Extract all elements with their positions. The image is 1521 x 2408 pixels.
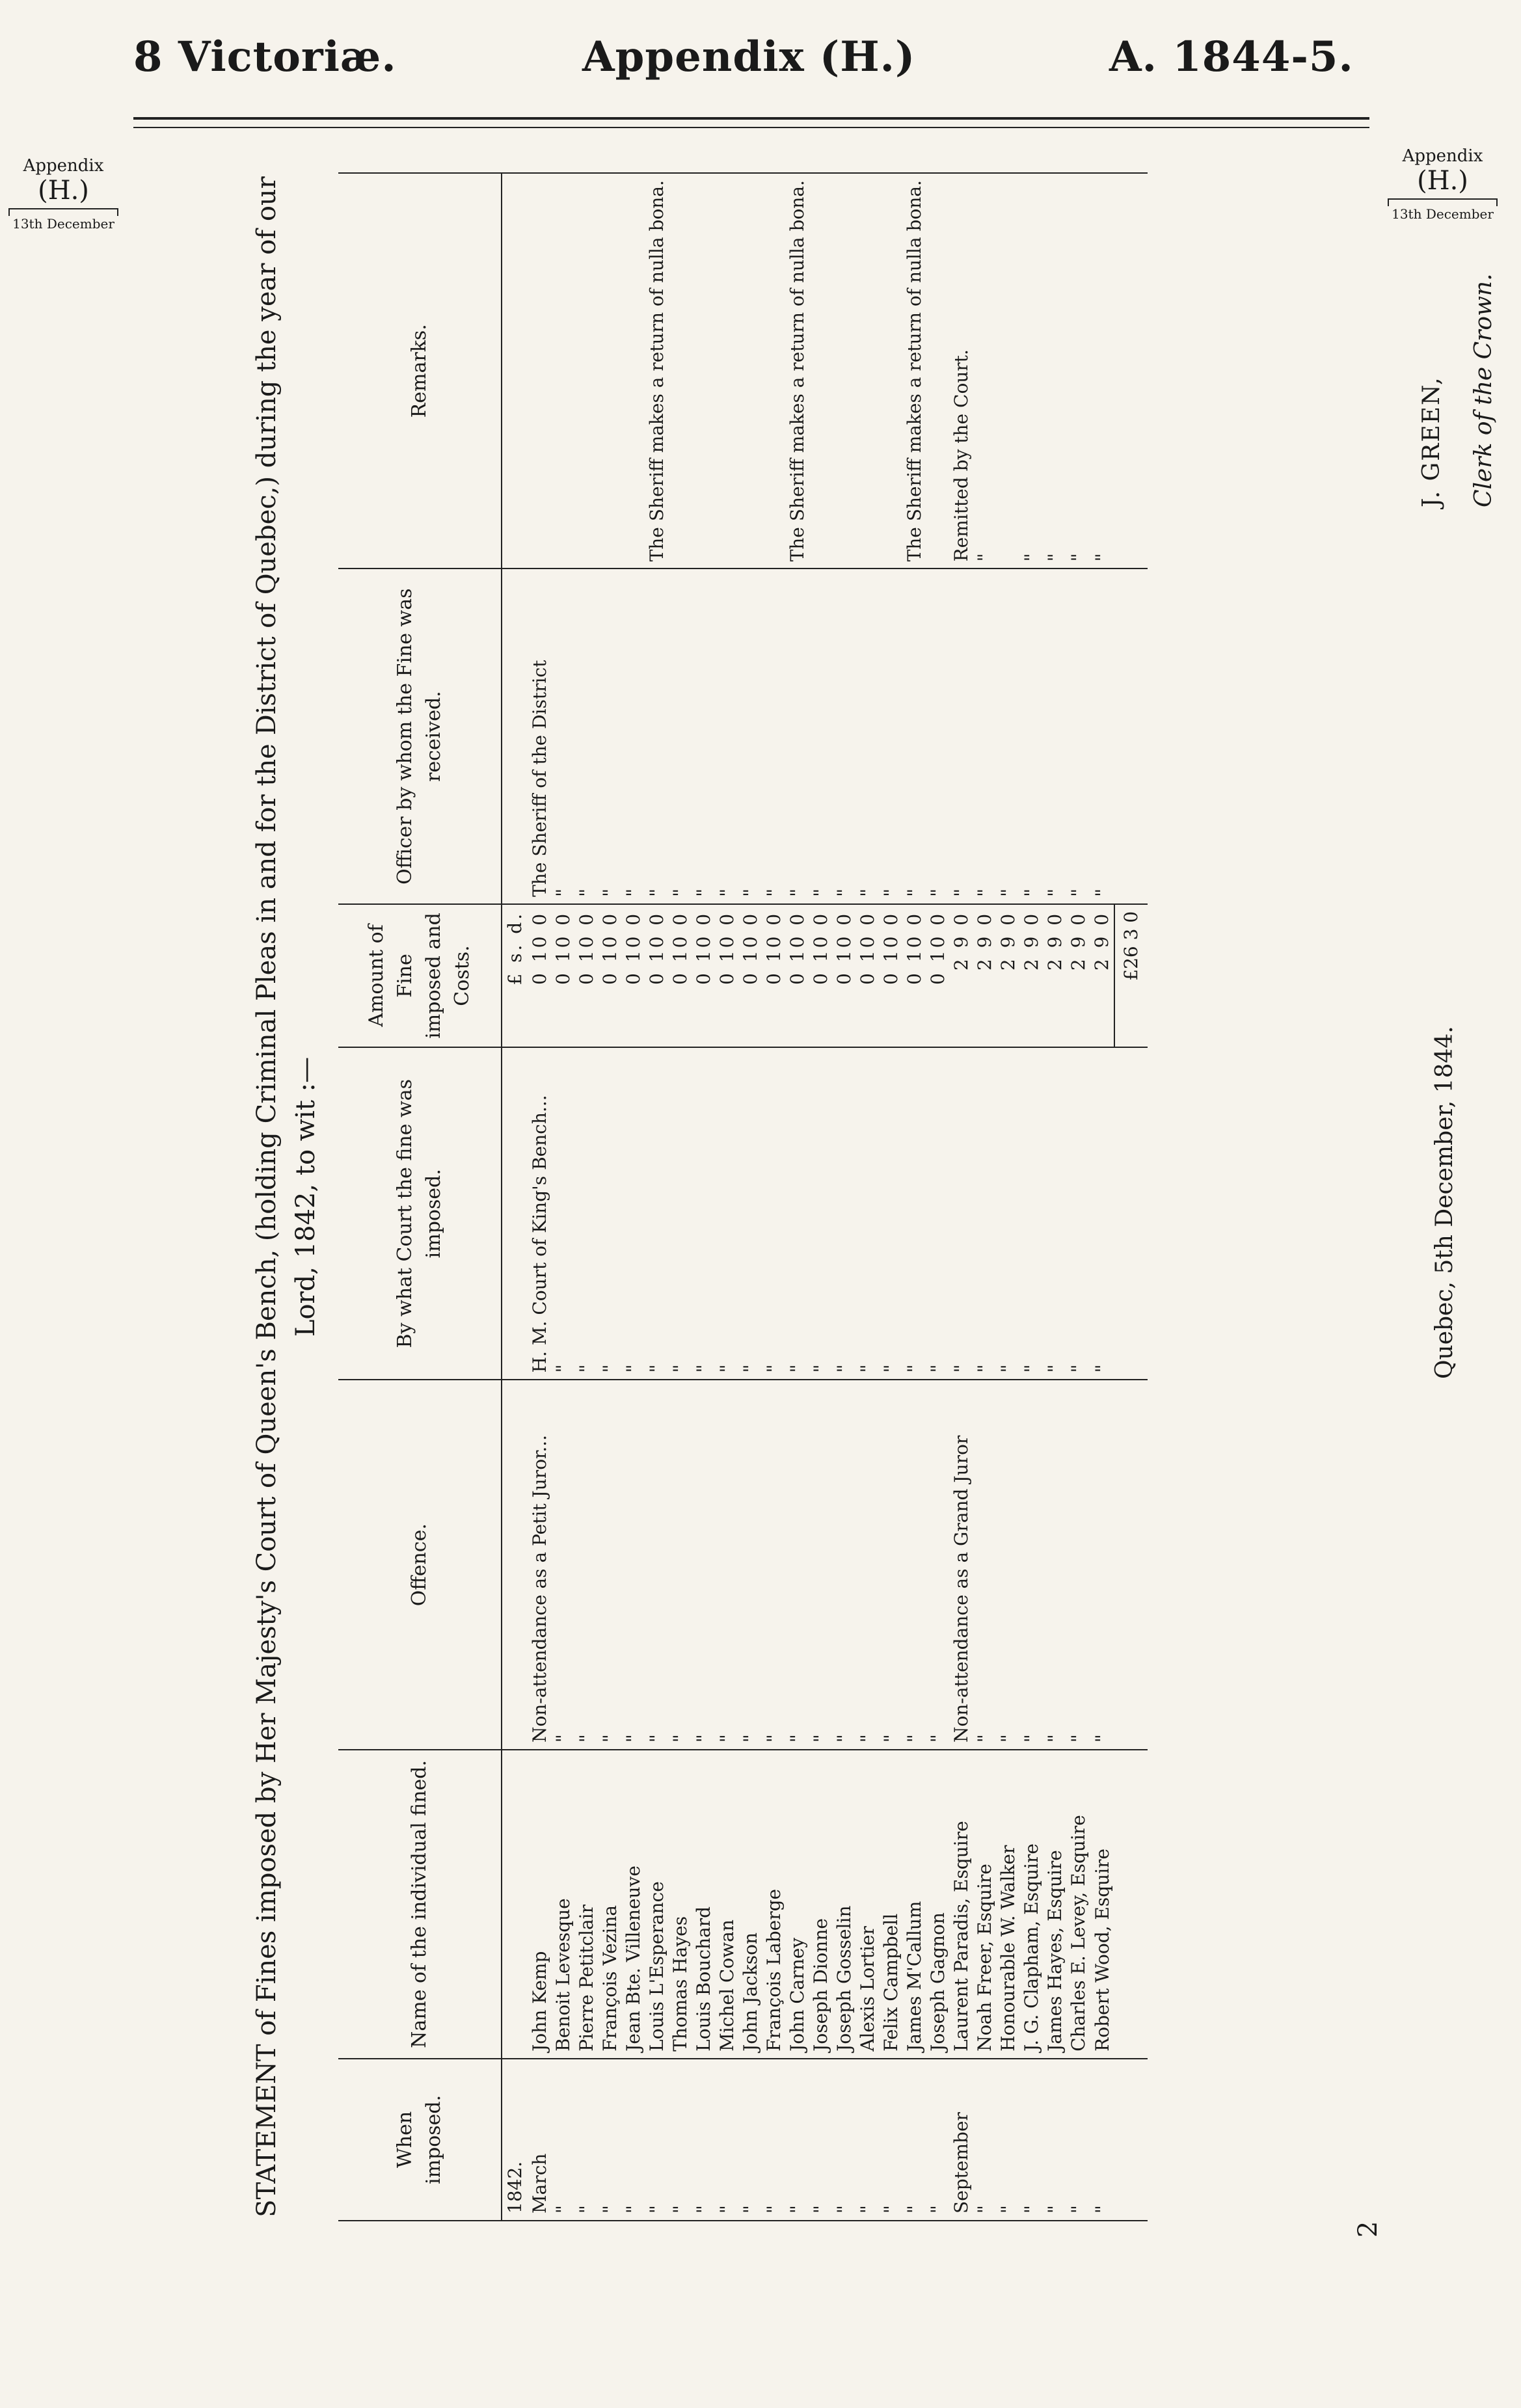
- header-rule-thick: [133, 117, 1369, 120]
- row-remarks: ": [973, 173, 997, 569]
- row-officer: ": [903, 569, 926, 903]
- row-offence: ": [1043, 1380, 1067, 1750]
- row-court: ": [622, 1047, 645, 1380]
- row-remarks: [622, 173, 645, 569]
- row-court: ": [880, 1047, 903, 1380]
- row-when: ": [1020, 2059, 1043, 2221]
- row-remarks: ": [1090, 173, 1114, 569]
- row-amount: 2 9 0: [1067, 904, 1090, 1047]
- fines-table-body: [502, 173, 1148, 2221]
- row-court: ": [833, 1047, 856, 1380]
- row-court: ": [950, 1047, 973, 1380]
- row-officer: ": [950, 569, 973, 903]
- row-offence: Non-attendance as a Grand Juror: [950, 1380, 973, 1750]
- row-amount: 2 9 0: [1020, 904, 1043, 1047]
- row-when: September: [950, 2059, 973, 2221]
- row-when: ": [1090, 2059, 1114, 2221]
- table-row: [786, 173, 809, 2221]
- row-when: ": [1043, 2059, 1067, 2221]
- row-amount: 2 9 0: [1090, 904, 1114, 1047]
- margin-note-letter: (H.): [1417, 166, 1468, 196]
- row-court: ": [997, 1047, 1020, 1380]
- statement-title: [247, 156, 325, 2238]
- row-amount: 0 10 0: [599, 904, 622, 1047]
- row-court: ": [809, 1047, 833, 1380]
- row-name: James Hayes, Esquire: [1043, 1750, 1067, 2059]
- row-officer: ": [716, 569, 739, 903]
- row-amount: 0 10 0: [528, 904, 552, 1047]
- row-name: Pierre Petitclair: [575, 1750, 599, 2059]
- row-officer: ": [856, 569, 880, 903]
- row-when: ": [692, 2059, 716, 2221]
- row-name: Noah Freer, Esquire: [973, 1750, 997, 2059]
- row-remarks: [880, 173, 903, 569]
- row-officer: ": [809, 569, 833, 903]
- row-remarks: ": [1043, 173, 1067, 569]
- row-amount: 0 10 0: [716, 904, 739, 1047]
- row-officer: ": [575, 569, 599, 903]
- row-offence: ": [669, 1380, 692, 1750]
- col-header-court: By what Court the fine was imposed.: [338, 1047, 502, 1380]
- col-header-name: Name of the individual fined.: [338, 1750, 502, 2059]
- table-row: [716, 173, 739, 2221]
- row-offence: ": [1067, 1380, 1090, 1750]
- row-when: ": [880, 2059, 903, 2221]
- row-court: ": [856, 1047, 880, 1380]
- row-name: Alexis Lortier: [856, 1750, 880, 2059]
- row-offence: ": [762, 1380, 786, 1750]
- row-amount: 2 9 0: [997, 904, 1020, 1047]
- row-officer: ": [762, 569, 786, 903]
- row-name: John Kemp: [528, 1750, 552, 2059]
- table-row: [528, 173, 552, 2221]
- signer-title: Clerk of the Crown.: [1470, 273, 1497, 507]
- row-offence: ": [926, 1380, 950, 1750]
- row-officer: ": [1043, 569, 1067, 903]
- total-row: [1114, 173, 1148, 2221]
- row-name: Honourable W. Walker: [997, 1750, 1020, 2059]
- row-when: ": [809, 2059, 833, 2221]
- margin-brace: [8, 208, 118, 216]
- table-row: [692, 173, 716, 2221]
- row-name: Jean Bte. Villeneuve: [622, 1750, 645, 2059]
- row-amount: 0 10 0: [622, 904, 645, 1047]
- row-when: ": [716, 2059, 739, 2221]
- row-remarks: The Sheriff makes a return of nulla bona.: [645, 173, 669, 569]
- row-remarks: [809, 173, 833, 569]
- fines-table: [338, 172, 1148, 2221]
- row-offence: ": [622, 1380, 645, 1750]
- row-court: ": [1043, 1047, 1067, 1380]
- row-when: ": [833, 2059, 856, 2221]
- row-amount: 0 10 0: [903, 904, 926, 1047]
- row-offence: ": [1020, 1380, 1043, 1750]
- row-court: ": [552, 1047, 575, 1380]
- row-offence: ": [833, 1380, 856, 1750]
- table-row: [809, 173, 833, 2221]
- row-amount: 0 10 0: [739, 904, 762, 1047]
- row-name: François Vezina: [599, 1750, 622, 2059]
- table-subheader-row: [502, 173, 528, 2221]
- row-officer: ": [645, 569, 669, 903]
- rotated-statement: [247, 156, 1521, 2238]
- row-name: Joseph Gagnon: [926, 1750, 950, 2059]
- row-when: ": [1067, 2059, 1090, 2221]
- row-name: Felix Campbell: [880, 1750, 903, 2059]
- table-row: [1020, 173, 1043, 2221]
- row-offence: ": [973, 1380, 997, 1750]
- statement-title-line1: STATEMENT of Fines imposed by Her Majesty's Court of Queen's Bench, (holding Criminal Pleas in and for the District of Quebec,) during the year of our: [252, 176, 282, 2217]
- row-remarks: Remitted by the Court.: [950, 173, 973, 569]
- row-remarks: [926, 173, 950, 569]
- col-header-remarks: Remarks.: [338, 173, 502, 569]
- row-court: ": [716, 1047, 739, 1380]
- row-court: ": [645, 1047, 669, 1380]
- row-name: Laurent Paradis, Esquire: [950, 1750, 973, 2059]
- table-row: [926, 173, 950, 2221]
- row-remarks: [669, 173, 692, 569]
- row-remarks: [575, 173, 599, 569]
- table-row: [997, 173, 1020, 2221]
- row-officer: ": [552, 569, 575, 903]
- row-name: John Jackson: [739, 1750, 762, 2059]
- year-cell: 1842.: [502, 2059, 528, 2221]
- row-amount: 0 10 0: [809, 904, 833, 1047]
- row-officer: The Sheriff of the District: [528, 569, 552, 903]
- table-row: [762, 173, 786, 2221]
- row-officer: ": [1090, 569, 1114, 903]
- margin-note-date: 13th December: [1392, 206, 1494, 222]
- col-header-offence: Offence.: [338, 1380, 502, 1750]
- row-when: ": [997, 2059, 1020, 2221]
- row-remarks: [552, 173, 575, 569]
- row-offence: ": [997, 1380, 1020, 1750]
- row-offence: ": [856, 1380, 880, 1750]
- row-offence: ": [786, 1380, 809, 1750]
- row-court: ": [926, 1047, 950, 1380]
- margin-note-label: Appendix: [1402, 146, 1483, 166]
- row-officer: ": [1020, 569, 1043, 903]
- row-court: H. M. Court of King's Bench...: [528, 1047, 552, 1380]
- row-offence: ": [880, 1380, 903, 1750]
- row-remarks: ": [1020, 173, 1043, 569]
- table-row: [950, 173, 973, 2221]
- row-offence: ": [739, 1380, 762, 1750]
- row-name: James M'Callum: [903, 1750, 926, 2059]
- row-name: Michel Cowan: [716, 1750, 739, 2059]
- row-court: ": [762, 1047, 786, 1380]
- row-officer: ": [880, 569, 903, 903]
- header-year: A. 1844-5.: [1109, 33, 1354, 81]
- margin-note-letter: (H.): [38, 176, 89, 206]
- row-offence: ": [645, 1380, 669, 1750]
- row-remarks: [762, 173, 786, 569]
- row-amount: 0 10 0: [669, 904, 692, 1047]
- row-officer: ": [739, 569, 762, 903]
- row-when: ": [645, 2059, 669, 2221]
- row-court: ": [903, 1047, 926, 1380]
- row-when: March: [528, 2059, 552, 2221]
- row-when: ": [856, 2059, 880, 2221]
- row-court: ": [1067, 1047, 1090, 1380]
- row-court: ": [786, 1047, 809, 1380]
- row-officer: ": [786, 569, 809, 903]
- col-header-amount: Amount of Fine imposed and Costs.: [338, 904, 502, 1047]
- row-amount: 0 10 0: [880, 904, 903, 1047]
- table-row: [880, 173, 903, 2221]
- row-offence: ": [716, 1380, 739, 1750]
- row-amount: 0 10 0: [833, 904, 856, 1047]
- row-when: ": [575, 2059, 599, 2221]
- page-number: 2: [1353, 2221, 1383, 2238]
- header-session: 8 Victoriæ.: [133, 33, 397, 81]
- row-amount: 2 9 0: [1043, 904, 1067, 1047]
- row-when: ": [739, 2059, 762, 2221]
- row-offence: ": [903, 1380, 926, 1750]
- margin-note-date: 13th December: [12, 216, 114, 232]
- row-name: Louis Bouchard: [692, 1750, 716, 2059]
- row-amount: 0 10 0: [856, 904, 880, 1047]
- table-row: [552, 173, 575, 2221]
- row-court: ": [599, 1047, 622, 1380]
- row-amount: 2 9 0: [973, 904, 997, 1047]
- margin-note-left: [3, 156, 124, 232]
- row-name: J. G. Clapham, Esquire: [1020, 1750, 1043, 2059]
- signer-name: J. GREEN,: [1418, 376, 1445, 507]
- row-remarks: [739, 173, 762, 569]
- col-header-officer: Officer by whom the Fine was received.: [338, 569, 502, 903]
- row-remarks: [599, 173, 622, 569]
- table-row: [739, 173, 762, 2221]
- row-when: ": [669, 2059, 692, 2221]
- row-amount: 0 10 0: [786, 904, 809, 1047]
- row-name: Joseph Dionne: [809, 1750, 833, 2059]
- row-officer: ": [997, 569, 1020, 903]
- row-name: Joseph Gosselin: [833, 1750, 856, 2059]
- row-name: Thomas Hayes: [669, 1750, 692, 2059]
- table-row: [645, 173, 669, 2221]
- row-amount: 0 10 0: [692, 904, 716, 1047]
- header-appendix: Appendix (H.): [582, 33, 916, 81]
- row-offence: ": [1090, 1380, 1114, 1750]
- row-offence: ": [692, 1380, 716, 1750]
- table-header-row: [338, 173, 502, 2221]
- row-officer: ": [622, 569, 645, 903]
- row-remarks: The Sheriff makes a return of nulla bona.: [786, 173, 809, 569]
- table-row: [833, 173, 856, 2221]
- row-remarks: [716, 173, 739, 569]
- row-remarks: [997, 173, 1020, 569]
- row-officer: ": [973, 569, 997, 903]
- row-amount: 2 9 0: [950, 904, 973, 1047]
- row-court: ": [575, 1047, 599, 1380]
- row-court: ": [669, 1047, 692, 1380]
- row-officer: ": [1067, 569, 1090, 903]
- row-officer: ": [833, 569, 856, 903]
- row-when: ": [973, 2059, 997, 2221]
- row-offence: ": [809, 1380, 833, 1750]
- row-court: ": [692, 1047, 716, 1380]
- row-offence: ": [575, 1380, 599, 1750]
- row-amount: 0 10 0: [575, 904, 599, 1047]
- row-when: ": [926, 2059, 950, 2221]
- row-amount: 0 10 0: [762, 904, 786, 1047]
- row-officer: ": [926, 569, 950, 903]
- row-court: ": [973, 1047, 997, 1380]
- col-header-when: When imposed.: [338, 2059, 502, 2221]
- row-when: ": [786, 2059, 809, 2221]
- table-row: [622, 173, 645, 2221]
- row-name: Charles E. Levey, Esquire: [1067, 1750, 1090, 2059]
- row-court: ": [1020, 1047, 1043, 1380]
- table-row: [1067, 173, 1090, 2221]
- currency-units: £ s. d.: [502, 904, 528, 1047]
- row-when: ": [622, 2059, 645, 2221]
- table-row: [903, 173, 926, 2221]
- table-row: [856, 173, 880, 2221]
- table-row: [973, 173, 997, 2221]
- table-row: [1043, 173, 1067, 2221]
- row-name: Benoit Levesque: [552, 1750, 575, 2059]
- statement-title-line2: Lord, 1842, to wit :—: [291, 1056, 321, 1337]
- row-offence: Non-attendance as a Petit Juror...: [528, 1380, 552, 1750]
- row-amount: 0 10 0: [926, 904, 950, 1047]
- row-name: François Laberge: [762, 1750, 786, 2059]
- row-amount: 0 10 0: [645, 904, 669, 1047]
- margin-note-label: Appendix: [23, 156, 104, 176]
- row-when: ": [552, 2059, 575, 2221]
- row-offence: ": [552, 1380, 575, 1750]
- row-name: John Carney: [786, 1750, 809, 2059]
- table-row: [575, 173, 599, 2221]
- row-when: ": [762, 2059, 786, 2221]
- row-court: ": [739, 1047, 762, 1380]
- row-officer: ": [692, 569, 716, 903]
- row-name: Louis L'Esperance: [645, 1750, 669, 2059]
- row-remarks: [692, 173, 716, 569]
- row-offence: ": [599, 1380, 622, 1750]
- place-date: Quebec, 5th December, 1844.: [1431, 1026, 1458, 1379]
- row-name: Robert Wood, Esquire: [1090, 1750, 1114, 2059]
- table-row: [1090, 173, 1114, 2221]
- row-remarks: ": [1067, 173, 1090, 569]
- row-officer: ": [669, 569, 692, 903]
- row-remarks: [856, 173, 880, 569]
- row-when: ": [599, 2059, 622, 2221]
- row-court: ": [1090, 1047, 1114, 1380]
- table-row: [669, 173, 692, 2221]
- row-when: ": [903, 2059, 926, 2221]
- total-amount: £26 3 0: [1114, 904, 1148, 1047]
- header-rule-thin: [133, 127, 1369, 128]
- row-officer: ": [599, 569, 622, 903]
- row-amount: 0 10 0: [552, 904, 575, 1047]
- table-row: [599, 173, 622, 2221]
- row-remarks: The Sheriff makes a return of nulla bona.: [903, 173, 926, 569]
- row-remarks: [528, 173, 552, 569]
- row-remarks: [833, 173, 856, 569]
